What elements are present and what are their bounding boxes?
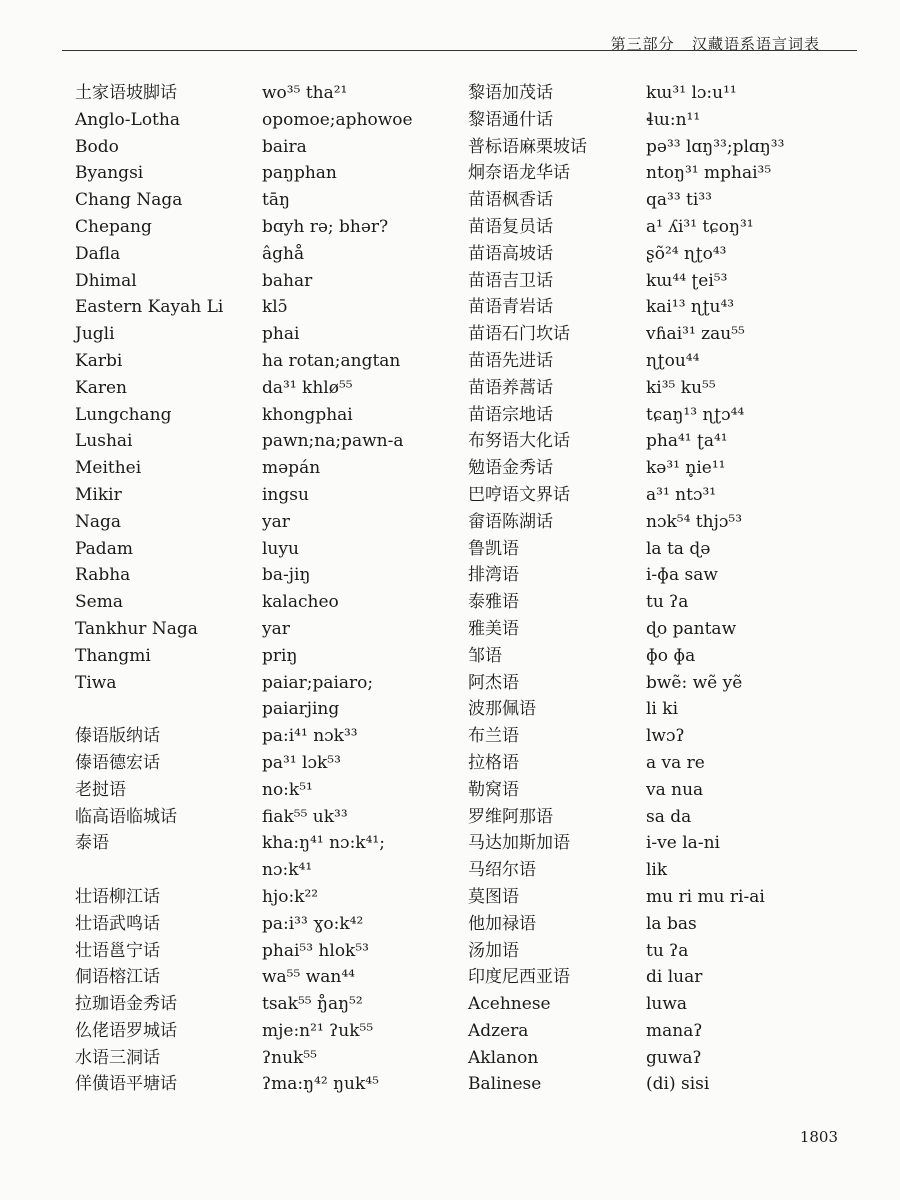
- word-form: vɦai³¹ zau⁵⁵: [646, 324, 745, 345]
- word-form: wa⁵⁵ wan⁴⁴: [262, 967, 355, 988]
- language-name: 巴哼语文界话: [468, 484, 570, 505]
- language-name: Naga: [75, 511, 122, 532]
- word-form: kalacheo: [262, 592, 339, 613]
- language-name: Mikir: [75, 484, 122, 505]
- word-form: paiar;paiaro;: [262, 672, 374, 693]
- language-name: 马达加斯加语: [468, 833, 570, 854]
- language-name: 马绍尔语: [468, 860, 536, 881]
- word-form: tsak⁵⁵ ŋ̊aŋ⁵²: [262, 994, 363, 1015]
- language-name: 苗语石门坎话: [468, 324, 570, 345]
- word-form: âghå: [262, 243, 305, 264]
- word-form: phai⁵³ hlok⁵³: [262, 940, 369, 961]
- word-form: ingsu: [262, 484, 309, 505]
- language-name: 苗语宗地话: [468, 404, 553, 425]
- language-name: Eastern Kayah Li: [75, 297, 224, 318]
- word-form: tu ʔa: [646, 940, 689, 961]
- word-form: tu ʔa: [646, 592, 689, 613]
- language-name: 苗语养蒿话: [468, 377, 553, 398]
- word-form: ɬɯ:n¹¹: [646, 109, 701, 130]
- word-form: ʔma:ŋ⁴² ŋuk⁴⁵: [262, 1074, 379, 1095]
- word-form: yar: [262, 618, 290, 639]
- language-name: 拉格语: [468, 752, 519, 773]
- word-form: ki³⁵ ku⁵⁵: [646, 377, 716, 398]
- language-name: 印度尼西亚语: [468, 967, 570, 988]
- word-form: di luar: [646, 967, 703, 988]
- word-form: yar: [262, 511, 290, 532]
- word-form: li ki: [646, 699, 679, 720]
- forms-right-column: [646, 80, 784, 1098]
- word-form: kə³¹ n̥ie¹¹: [646, 458, 726, 479]
- word-form: qa³³ ti³³: [646, 190, 712, 211]
- language-name: 水语三洞话: [75, 1047, 160, 1068]
- word-form: fiak⁵⁵ uk³³: [262, 806, 348, 827]
- language-name: 黎语加茂话: [468, 83, 553, 103]
- word-form: a³¹ ntɔ³¹: [646, 484, 717, 505]
- language-name: 排湾语: [468, 565, 519, 586]
- word-form: mje:n²¹ ʔuk⁵⁵: [262, 1020, 374, 1041]
- language-name: 勒窝语: [468, 779, 519, 800]
- language-name: Tankhur Naga: [75, 618, 198, 639]
- word-form: bahar: [262, 270, 313, 291]
- language-name: 壮语柳江话: [75, 886, 160, 907]
- language-name: 侗语榕江话: [75, 967, 160, 988]
- word-form: la ta ɖə: [646, 538, 711, 559]
- language-name: 黎语通什话: [468, 109, 553, 130]
- language-name: Rabha: [75, 565, 131, 586]
- word-form: pə³³ lɑŋ³³;plɑŋ³³: [646, 136, 785, 157]
- language-name: Karen: [75, 377, 127, 398]
- word-form: bwẽ: wẽ yẽ: [646, 672, 743, 693]
- word-form: tɕaŋ¹³ ɳʈɔ⁴⁴: [646, 404, 745, 425]
- word-form: i-ɸa saw: [646, 565, 718, 586]
- word-form: paŋphan: [262, 163, 337, 184]
- word-form: lwɔʔ: [646, 726, 685, 747]
- languages-right-column: [468, 80, 587, 1098]
- word-form: ʂõ²⁴ ɳʈo⁴³: [646, 243, 727, 264]
- word-form: da³¹ khlø⁵⁵: [262, 377, 353, 398]
- word-form: no:k⁵¹: [262, 779, 313, 800]
- word-form: ha rotan;angtan: [262, 350, 401, 371]
- language-name: 苗语青岩话: [468, 297, 553, 318]
- word-form: paiarjing: [262, 699, 340, 720]
- language-name: Thangmi: [75, 645, 151, 666]
- row-gap: [75, 857, 223, 884]
- language-name: 鲁凯语: [468, 538, 519, 559]
- word-form: kɯ⁴⁴ ʈei⁵³: [646, 270, 728, 291]
- language-name: 苗语先进话: [468, 350, 553, 371]
- header-title: 汉藏语系语言词表: [691, 35, 820, 53]
- word-form: ntoŋ³¹ mphai³⁵: [646, 163, 772, 184]
- language-name: 汤加语: [468, 940, 519, 961]
- language-name: 傣语版纳话: [75, 726, 160, 747]
- word-form: a va re: [646, 752, 705, 773]
- language-name: 临高语临城话: [75, 806, 177, 827]
- word-form: luyu: [262, 538, 299, 559]
- word-form: tāŋ: [262, 190, 290, 211]
- word-form: nɔ:k⁴¹: [262, 860, 313, 881]
- language-name: Aklanon: [468, 1047, 539, 1068]
- language-name: 泰语: [75, 833, 109, 854]
- language-name: Sema: [75, 592, 123, 613]
- language-name: 雅美语: [468, 618, 519, 639]
- language-name: 苗语高坡话: [468, 243, 553, 264]
- language-name: 傣语德宏话: [75, 752, 160, 773]
- word-form: ʔnuk⁵⁵: [262, 1047, 317, 1068]
- language-name: 布努语大化话: [468, 431, 570, 452]
- word-form: (di) sisi: [646, 1074, 710, 1095]
- word-form: pa:i⁴¹ nɔk³³: [262, 726, 358, 747]
- word-form: phai: [262, 324, 300, 345]
- word-form: wo³⁵ tha²¹: [262, 83, 348, 103]
- header-rule: [62, 50, 857, 51]
- language-name: Dhimal: [75, 270, 137, 291]
- word-form: ɳʈou⁴⁴: [646, 350, 700, 371]
- forms-left-column: [262, 80, 413, 1098]
- word-form: ɸo ɸa: [646, 645, 696, 666]
- word-form: ɖo pantaw: [646, 618, 737, 639]
- word-form: kɯ³¹ lɔ:u¹¹: [646, 83, 737, 103]
- language-name: Anglo-Lotha: [75, 109, 180, 130]
- language-name: 波那佩语: [468, 699, 536, 720]
- page-number: 1803: [799, 1128, 838, 1146]
- language-name: 仫佬语罗城话: [75, 1020, 177, 1041]
- word-form: məpán: [262, 458, 321, 479]
- language-name: 畲语陈湖话: [468, 511, 553, 532]
- language-name: 泰雅语: [468, 592, 519, 613]
- language-name: 壮语邕宁话: [75, 940, 160, 961]
- word-form: pha⁴¹ ʈa⁴¹: [646, 431, 728, 452]
- word-form: ba-jiŋ: [262, 565, 311, 586]
- row-gap: [75, 696, 223, 723]
- language-name: 他加禄语: [468, 913, 536, 934]
- language-name: 老挝语: [75, 779, 126, 800]
- language-name: Padam: [75, 538, 133, 559]
- language-name: 普标语麻栗坡话: [468, 136, 587, 157]
- word-form: guwaʔ: [646, 1047, 702, 1068]
- word-form: pa³¹ lɔk⁵³: [262, 752, 341, 773]
- language-name: Adzera: [468, 1020, 529, 1041]
- language-name: 布兰语: [468, 726, 519, 747]
- word-form: luwa: [646, 994, 688, 1015]
- language-name: Chepang: [75, 216, 152, 237]
- word-form: lik: [646, 860, 668, 881]
- word-form: baira: [262, 136, 307, 157]
- language-name: 炯奈语龙华话: [468, 163, 570, 184]
- word-form: klɔ̄: [262, 297, 288, 318]
- language-name: Tiwa: [75, 672, 117, 693]
- language-name: 莫图语: [468, 886, 519, 907]
- language-name: 土家语坡脚话: [75, 83, 177, 103]
- word-form: sa da: [646, 806, 692, 827]
- word-form: pawn;na;pawn-a: [262, 431, 404, 452]
- word-form: a¹ ʎi³¹ tɕoŋ³¹: [646, 216, 754, 237]
- language-name: Meithei: [75, 458, 142, 479]
- word-form: nɔk⁵⁴ thjɔ⁵³: [646, 511, 743, 532]
- language-name: Jugli: [75, 324, 115, 345]
- language-name: 勉语金秀话: [468, 458, 553, 479]
- word-form: pa:i³³ ɣo:k⁴²: [262, 913, 364, 934]
- language-name: 苗语枫香话: [468, 190, 553, 211]
- language-name: Lungchang: [75, 404, 172, 425]
- languages-left-column: [75, 80, 223, 1098]
- language-name: Chang Naga: [75, 190, 183, 211]
- word-form: priŋ: [262, 645, 298, 666]
- word-form: bɑyh rə; bhər?: [262, 216, 389, 237]
- word-form: hjo:k²²: [262, 886, 319, 907]
- language-name: 苗语吉卫话: [468, 270, 553, 291]
- word-form: kai¹³ ɳʈu⁴³: [646, 297, 735, 318]
- language-name: 罗维阿那语: [468, 806, 553, 827]
- language-name: Lushai: [75, 431, 133, 452]
- word-form: i-ve la-ni: [646, 833, 720, 854]
- language-name: 壮语武鸣话: [75, 913, 160, 934]
- language-name: Acehnese: [468, 994, 551, 1015]
- word-form: la bas: [646, 913, 697, 934]
- language-name: Dafla: [75, 243, 121, 264]
- language-name: 邹语: [468, 645, 502, 666]
- word-form: opomoe;aphowoe: [262, 109, 413, 130]
- language-name: 苗语复员话: [468, 216, 553, 237]
- word-form: manaʔ: [646, 1020, 703, 1041]
- word-form: mu ri mu ri-ai: [646, 886, 765, 907]
- word-form: va nua: [646, 779, 704, 800]
- language-name: 拉珈语金秀话: [75, 994, 177, 1015]
- header-section: 第三部分: [610, 35, 675, 53]
- word-form: kha:ŋ⁴¹ nɔ:k⁴¹;: [262, 833, 385, 854]
- language-name: Balinese: [468, 1074, 542, 1095]
- language-name: Byangsi: [75, 163, 144, 184]
- language-name: Karbi: [75, 350, 123, 371]
- language-name: 佯僙语平塘话: [75, 1074, 177, 1095]
- language-name: Bodo: [75, 136, 119, 157]
- language-name: 阿杰语: [468, 672, 519, 693]
- word-form: khongphai: [262, 404, 353, 425]
